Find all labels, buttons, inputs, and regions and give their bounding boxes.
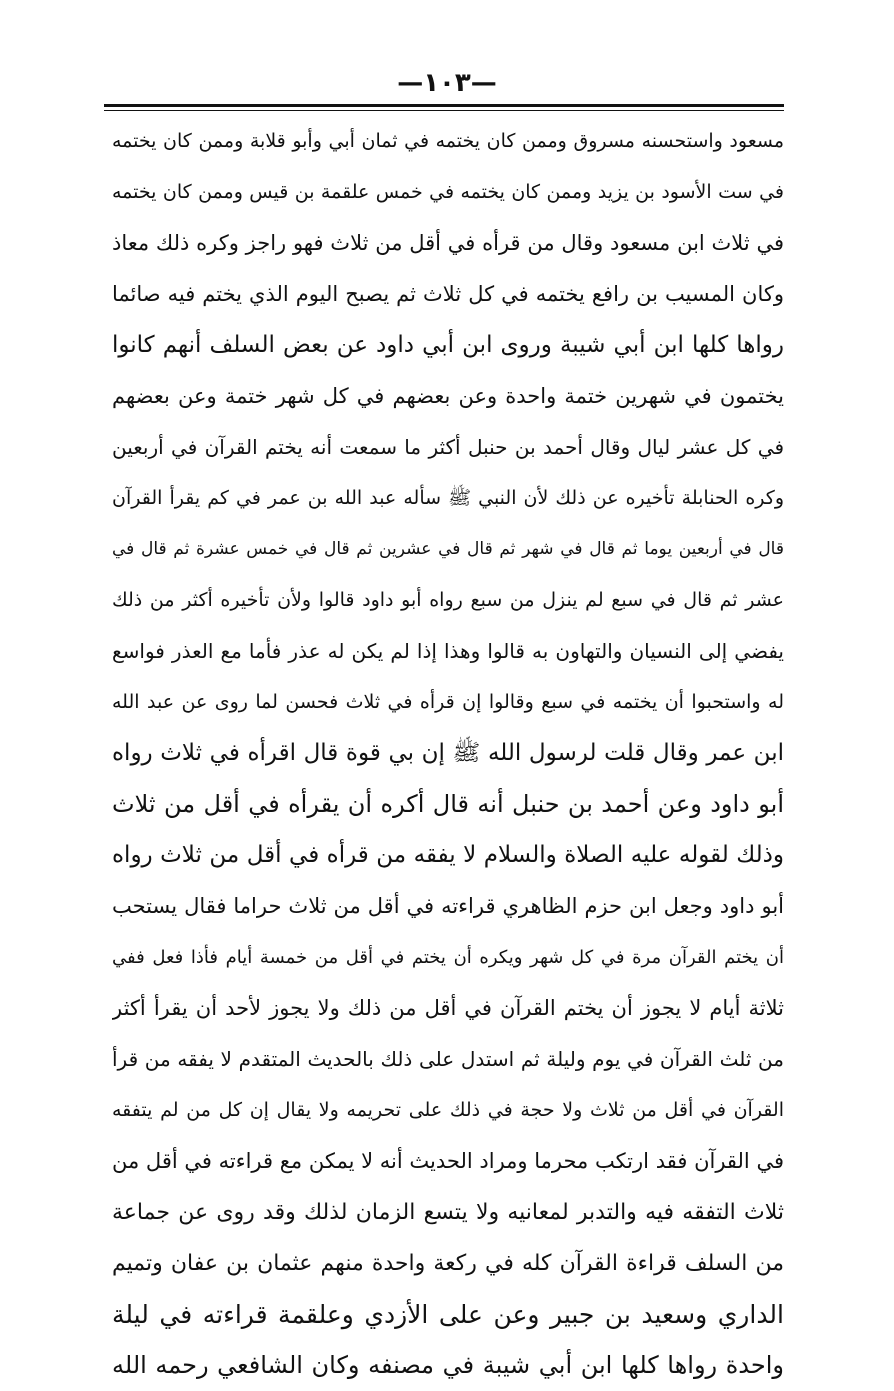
text-line: أن يختم القرآن مرة في كل شهر ويكره أن يختم في أقل من خمسة أيام فأذا فعل ففي: [112, 947, 784, 968]
text-line: أبو داود وجعل ابن حزم الظاهري قراءته في أقل من ثلاث حراما فقال يستحب: [112, 894, 784, 918]
text-line: ثلاثة أيام لا يجوز أن يختم القرآن في أقل من ذلك ولا يجوز لأحد أن يقرأ أكثر: [112, 996, 784, 1020]
text-line: الداري وسعيد بن جبير وعن على الأزدي وعلقمة قراءته في ليلة: [112, 1300, 784, 1329]
text-line: مسعود واستحسنه مسروق وممن كان يختمه في ثمان أبي وأبو قلابة وممن كان يختمه: [112, 130, 784, 152]
text-line: القرآن في أقل من ثلاث ولا حجة في ذلك على تحريمه ولا يقال إن كل من لم يتفقه: [112, 1099, 784, 1121]
text-line: ابن عمر وقال قلت لرسول الله ﷺ إن بي قوة قال اقرأه في ثلاث رواه: [112, 740, 784, 766]
text-line: من السلف قراءة القرآن كله في ركعة واحدة منهم عثمان بن عفان وتميم: [112, 1251, 784, 1276]
text-line: عشر ثم قال في سبع لم ينزل من سبع رواه أبو داود قالوا ولأن تأخيره أكثر من ذلك: [112, 589, 784, 611]
text-line: في ثلاث ابن مسعود وقال من قرأه في أقل من ثلاث فهو راجز وكره ذلك معاذ: [112, 231, 784, 255]
text-line: يفضي إلى النسيان والتهاون به قالوا وهذا إذا لم يكن له عذر فأما مع العذر فواسع: [112, 639, 784, 663]
body-text: [112, 116, 784, 1391]
text-line: قال في أربعين يوما ثم قال في شهر ثم قال في عشرين ثم قال في خمس عشرة ثم قال في: [112, 539, 784, 559]
text-line: وكان المسيب بن رافع يختمه في كل ثلاث ثم يصبح اليوم الذي يختم فيه صائما: [112, 282, 784, 306]
text-line: وذلك لقوله عليه الصلاة والسلام لا يفقه من قرأه في أقل من ثلاث رواه: [112, 842, 784, 868]
text-line: في القرآن فقد ارتكب محرما ومراد الحديث أنه لا يمكن مع قراءته في أقل من: [112, 1149, 784, 1173]
text-line: من ثلث القرآن في يوم وليلة ثم استدل على ذلك بالحديث المتقدم لا يفقه من قرأ: [112, 1047, 784, 1071]
text-line: أبو داود وعن أحمد بن حنبل أنه قال أكره أن يقرأه في أقل من ثلاث: [112, 790, 784, 818]
page-number: —١٠٣—: [397, 68, 497, 98]
text-line: يختمون في شهرين ختمة واحدة وعن بعضهم في كل شهر ختمة وعن بعضهم: [112, 384, 784, 408]
text-line: له واستحبوا أن يختمه في سبع وقالوا إن قرأه في ثلاث فحسن لما روى عن عبد الله: [112, 691, 784, 713]
header-rule: [104, 104, 784, 107]
header-rule-thin: [104, 110, 784, 111]
text-line: رواها كلها ابن أبي شيبة وروى ابن أبي داود عن بعض السلف أنهم كانوا: [112, 332, 784, 358]
text-line: في كل عشر ليال وقال أحمد بن حنبل أكثر ما سمعت أنه يختم القرآن في أربعين: [112, 435, 784, 459]
text-line: ثلاث التفقه فيه والتدبر لمعانيه ولا يتسع الزمان لذلك وقد روى عن جماعة: [112, 1200, 784, 1225]
text-line: واحدة رواها كلها ابن أبي شيبة في مصنفه وكان الشافعي رحمه الله: [112, 1351, 784, 1379]
text-line: وكره الحنابلة تأخيره عن ذلك لأن النبي ﷺ سأله عبد الله بن عمر في كم يقرأ القرآن: [112, 487, 784, 509]
text-line: في ست الأسود بن يزيد وممن كان يختمه في خمس علقمة بن قيس وممن كان يختمه: [112, 181, 784, 203]
